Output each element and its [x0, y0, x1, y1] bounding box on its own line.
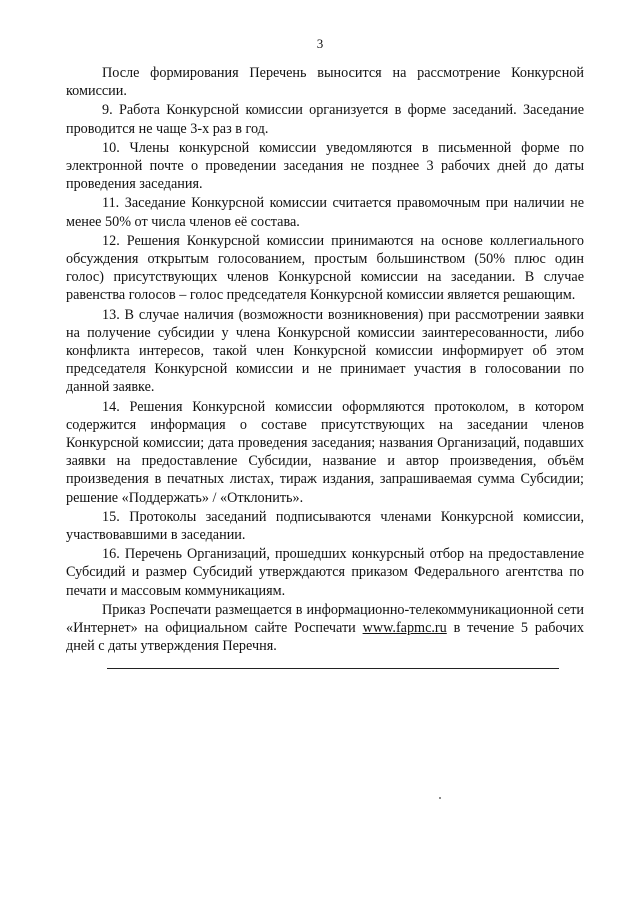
- paragraph-11: 11. Заседание Конкурсной комиссии считается правомочным при наличии не менее 50% от числа членов её состава.: [66, 195, 584, 230]
- website-link[interactable]: www.fapmc.ru: [362, 620, 447, 637]
- horizontal-divider: [107, 668, 559, 669]
- paragraph-15: 15. Протоколы заседаний подписываются членами Конкурсной комиссии, участвовавшими в заседании.: [66, 508, 584, 544]
- document-body: [66, 64, 584, 656]
- publication-text-end: в течение 5 рабочих дней с даты утверждения Перечня.: [66, 620, 584, 655]
- paragraph-16: 16. Перечень Организаций, прошедших конкурсный отбор на предоставление Субсидий и размер Субсидий утверждаются приказом Федерального агентства по печати и массовым коммуникациям.: [66, 546, 584, 599]
- paragraph-10: 10. Члены конкурсной комиссии уведомляются в письменной форме по электронной почте о проведении заседания не позднее 3 рабочих дней до даты проведения заседания.: [66, 139, 584, 193]
- paragraph-intro: После формирования Перечень выносится на рассмотрение Конкурсной комиссии.: [66, 65, 584, 100]
- page-number: 3: [316, 36, 324, 51]
- paragraph-13: 13. В случае наличия (возможности возникновения) при рассмотрении заявки на получение субсидии у члена Конкурсной комиссии заинтересованности, либо конфликта интересов, такой член Конкурсной комиссии информирует об этом председателя Конкурсной комиссии и не принимает участия в голосовании по данной заявке.: [66, 306, 584, 396]
- paragraph-order-publication: [66, 601, 584, 656]
- paragraph-12: 12. Решения Конкурсной комиссии принимаются на основе коллегиального обсуждения открытым голосованием, простым большинством (50% плюс один голос) присутствующих членов Конкурсной комиссии на заседании. В случае равенства голосов – голос председателя Конкурсной комиссии является решающим.: [66, 232, 584, 304]
- paragraph-14: 14. Решения Конкурсной комиссии оформляются протоколом, в котором содержится информация о составе присутствующих на заседании членов Конкурсной комиссии; дата проведения заседания; названия Организаций, подавших заявки на предоставление Субсидии, название и автор произведения, объём произведения в печатных листах, тираж издания, запрашиваемая сумма Субсидии; решение «Поддержать» / «Отклонить».: [66, 398, 584, 506]
- paragraph-9: 9. Работа Конкурсной комиссии организуется в форме заседаний. Заседание проводится не чаще 3-х раз в год.: [66, 102, 584, 137]
- publication-text-start: Приказ Роспечати размещается в информационно-телекоммуникационной сети «Интернет» на официальном сайте Роспечати: [66, 601, 584, 637]
- scan-speck: [439, 797, 441, 799]
